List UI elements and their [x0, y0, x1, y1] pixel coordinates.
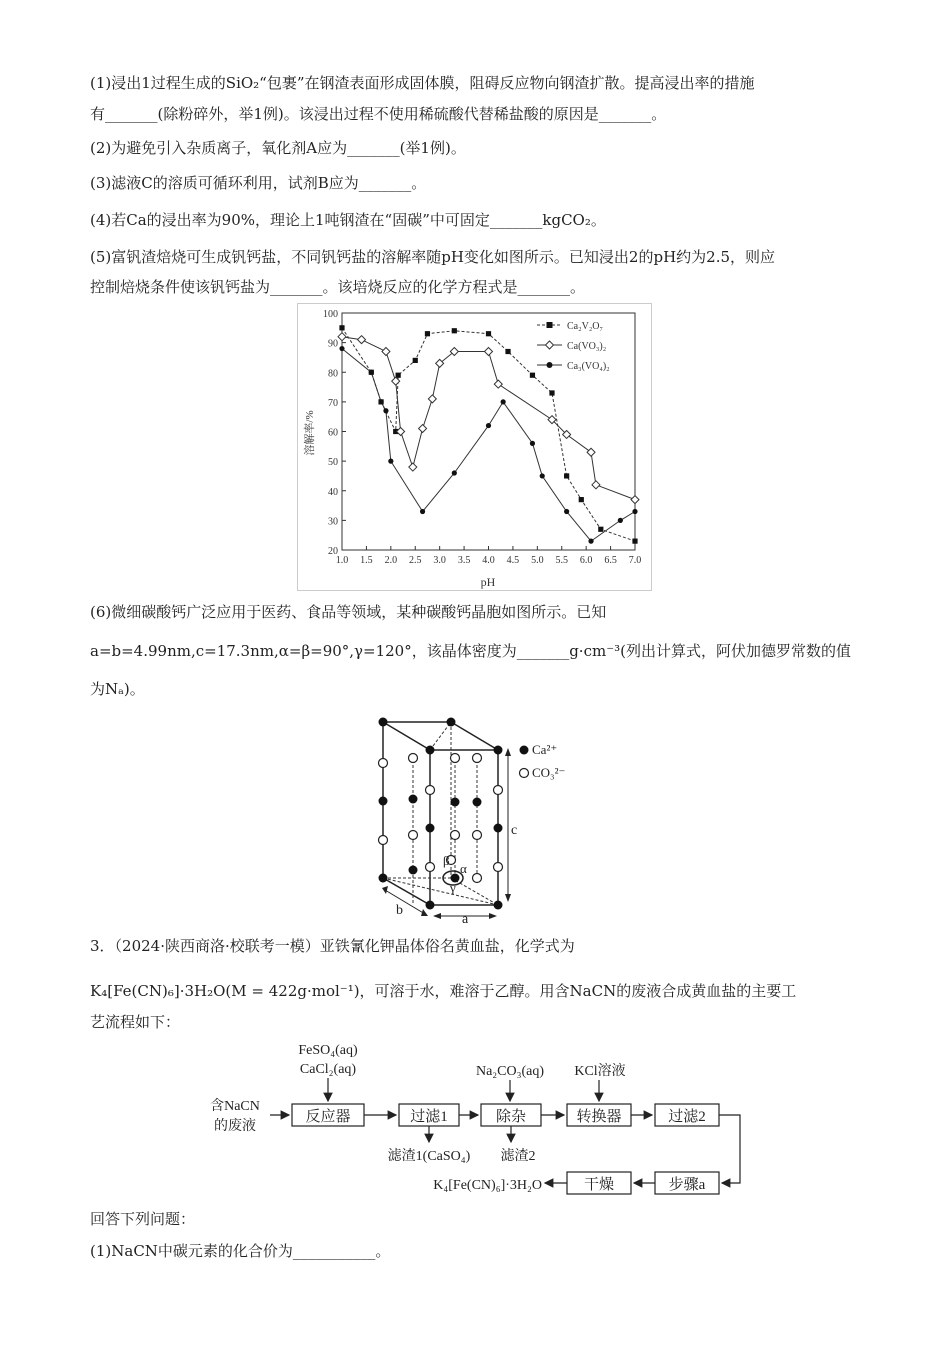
question-6-line-1: (6)微细碳酸钙广泛应用于医药、食品等领域，某种碳酸钙晶胞如图所示。已知	[90, 603, 607, 621]
series-1-point	[505, 349, 510, 354]
label-alpha: α	[460, 861, 467, 876]
question-2: (2)为避免引入杂质离子，氧化剂A应为_______(举1例)。	[90, 139, 466, 157]
legend-label-3: Ca₃(VO₄)₂	[567, 361, 610, 372]
question-1-line-2: 有_______(除粉碎外，举1例)。该浸出过程不使用稀硫酸代替稀盐酸的原因是_______。	[90, 105, 667, 123]
x-tick-label: 1.0	[335, 555, 349, 566]
y-tick-label: 100	[323, 309, 338, 320]
process-flow-diagram	[200, 1038, 760, 1198]
series-3-point	[530, 441, 535, 446]
carbonate-ion	[473, 754, 482, 763]
b-dimension-line	[385, 890, 425, 914]
label-beta: β	[443, 853, 450, 868]
y-tick-label: 90	[328, 338, 338, 350]
x-tick-label: 4.5	[506, 555, 520, 566]
series-3-point	[564, 509, 569, 514]
label-filter-2: 过滤2	[668, 1109, 706, 1125]
legend-label-2: Ca(VO₃)₂	[567, 341, 607, 352]
legend-co3-label: CO₃²⁻	[532, 765, 566, 780]
legend-ca-label: Ca²⁺	[532, 742, 558, 757]
x-tick-label: 6.5	[604, 555, 617, 566]
question-5-line-1: (5)富钒渣焙烧可生成钒钙盐，不同钒钙盐的溶解率随pH变化如图所示。已知浸出2的pH约为2.5，则应	[90, 248, 776, 266]
input-feso4: FeSO₄(aq)	[298, 1043, 358, 1058]
c-arrow-top	[505, 748, 511, 756]
carbonate-ion	[494, 786, 503, 795]
y-tick-label: 40	[328, 486, 338, 498]
series-1-point	[339, 325, 344, 330]
ca-ion	[409, 866, 418, 875]
series-1-point	[598, 527, 603, 532]
x-tick-label: 2.0	[384, 555, 398, 566]
carbonate-ion	[426, 863, 435, 872]
start-label-line-1: 含NaCN	[210, 1099, 260, 1114]
x-tick-label: 1.5	[360, 555, 373, 566]
series-1-point	[632, 539, 637, 544]
ca-ion	[494, 746, 503, 755]
label-b: b	[396, 903, 403, 918]
crystal-cell-diagram	[365, 710, 585, 925]
solubility-chart-svg	[297, 303, 652, 591]
ca-ion	[379, 874, 388, 883]
carbonate-ion	[409, 831, 418, 840]
label-gamma: γ	[450, 880, 456, 895]
arrow-filter2-stepa	[719, 1115, 740, 1183]
series-1-point	[396, 373, 401, 378]
problem-3-line-1: 3．（2024·陕西商洛·校联考一模）亚铁氰化钾晶体俗名黄血盐，化学式为	[90, 937, 575, 955]
legend-marker-1	[547, 322, 553, 328]
input-na2co3: Na₂CO₃(aq)	[475, 1064, 545, 1079]
x-tick-label: 6.0	[579, 555, 593, 566]
series-3-point	[501, 399, 506, 404]
carbonate-ion	[494, 863, 503, 872]
y-tick-label: 70	[328, 397, 338, 409]
answer-prompt: 回答下列问题：	[90, 1210, 196, 1228]
series-3-point	[339, 346, 344, 351]
question-4: (4)若Ca的浸出率为90%，理论上1吨钢渣在“固碳”中可固定_______kgCO₂。	[90, 211, 606, 229]
y-tick-label: 60	[328, 427, 338, 439]
series-1-point	[530, 373, 535, 378]
label-impurity: 除杂	[495, 1109, 527, 1125]
carbonate-ion	[379, 836, 388, 845]
series-3-point	[588, 539, 593, 544]
series-1-point	[413, 358, 418, 363]
series-3-point	[388, 459, 393, 464]
series-3-point	[452, 470, 457, 475]
start-label-line-2: 的废液	[214, 1119, 256, 1134]
a-arrow-right	[489, 913, 497, 919]
ca-ion	[473, 798, 482, 807]
question-6-line-2: a=b=4.99nm,c=17.3nm,α=β=90°,γ=120°，该晶体密度为_______g·cm⁻³(列出计算式，阿伏加德罗常数的值	[90, 642, 851, 660]
series-3-point	[618, 518, 623, 523]
ca-ion	[426, 746, 435, 755]
ca-ion	[451, 798, 460, 807]
label-step-a: 步骤a	[668, 1177, 706, 1193]
process-flow-svg	[200, 1038, 760, 1198]
crystal-cell-svg	[365, 710, 585, 925]
problem-3-line-3: 艺流程如下：	[90, 1013, 181, 1031]
x-tick-label: 7.0	[628, 555, 642, 566]
ca-ion	[426, 824, 435, 833]
ca-ion	[379, 718, 388, 727]
series-3-point	[486, 423, 491, 428]
carbonate-ion	[451, 754, 460, 763]
carbonate-ion	[409, 754, 418, 763]
legend-marker-3	[547, 362, 553, 368]
y-tick-label: 50	[328, 457, 338, 469]
legend-label-1: Ca₂V₂O₇	[567, 321, 604, 332]
series-1-point	[486, 331, 491, 336]
residue-1-label: 滤渣1(CaSO₄)	[387, 1149, 471, 1164]
carbonate-ion	[473, 831, 482, 840]
input-cacl2: CaCl₂(aq)	[299, 1062, 357, 1077]
ca-ion	[426, 901, 435, 910]
series-1-point	[452, 328, 457, 333]
legend-ca-marker	[520, 746, 529, 755]
input-kcl: KCl溶液	[574, 1064, 626, 1079]
question-3: (3)滤液C的溶质可循环利用，试剂B应为_______。	[90, 174, 427, 192]
ca-ion	[447, 718, 456, 727]
x-tick-label: 4.0	[482, 555, 495, 566]
series-3-point	[632, 509, 637, 514]
question-1-line-1: (1)浸出1过程生成的SiO₂“包裹”在钢渣表面形成固体膜，阻碍反应物向钢渣扩散。提高浸出率的措施	[90, 74, 755, 92]
y-axis-label: 溶解率/%	[304, 410, 316, 456]
residue-2-label: 滤渣2	[500, 1149, 536, 1164]
y-tick-label: 30	[328, 516, 338, 528]
x-tick-label: 5.0	[531, 555, 544, 566]
y-tick-label: 80	[328, 368, 338, 380]
carbonate-ion	[451, 831, 460, 840]
solubility-chart	[297, 303, 652, 591]
series-3-point	[378, 399, 383, 404]
problem-3-question-1: (1)NaCN中碳元素的化合价为___________。	[90, 1242, 391, 1260]
series-3-point	[420, 509, 425, 514]
series-3-point	[540, 473, 545, 478]
ca-ion	[379, 797, 388, 806]
series-1-point	[549, 390, 554, 395]
c-arrow-bottom	[505, 894, 511, 902]
b-arrow-bottom	[421, 909, 428, 916]
label-filter-1: 过滤1	[410, 1109, 448, 1125]
series-1-point	[425, 331, 430, 336]
label-c: c	[511, 823, 518, 838]
x-tick-label: 5.5	[555, 555, 568, 566]
label-converter: 转换器	[576, 1109, 622, 1125]
problem-3-line-2: K₄[Fe(CN)₆]·3H₂O(M = 422g·mol⁻¹)，可溶于水，难溶于乙醇。用含NaCN的废液合成黄血盐的主要工	[90, 982, 797, 1000]
a-arrow-left	[433, 913, 441, 919]
carbonate-ion	[426, 786, 435, 795]
series-1-point	[579, 497, 584, 502]
carbonate-ion	[379, 759, 388, 768]
x-tick-label: 3.5	[457, 555, 471, 566]
b-arrow-top	[382, 886, 388, 894]
label-a: a	[462, 912, 469, 925]
carbonate-ion	[473, 874, 482, 883]
product-label: K₄[Fe(CN)₆]·3H₂O	[433, 1178, 542, 1193]
series-3-point	[369, 370, 374, 375]
ca-ion	[409, 795, 418, 804]
x-tick-label: 2.5	[409, 555, 422, 566]
x-tick-label: 3.0	[433, 555, 446, 566]
ca-ion	[494, 824, 503, 833]
y-tick-label: 20	[328, 546, 338, 557]
x-axis-label: pH	[480, 575, 496, 589]
ca-ion	[494, 901, 503, 910]
series-1-point	[564, 473, 569, 478]
series-3-point	[383, 408, 388, 413]
question-5-line-2: 控制焙烧条件使该钒钙盐为_______。该培烧反应的化学方程式是_______。	[90, 278, 586, 296]
label-dry: 干燥	[583, 1177, 615, 1193]
label-reactor: 反应器	[305, 1109, 351, 1125]
legend-co3-marker	[520, 769, 529, 778]
question-6-line-3: 为Nₐ)。	[90, 680, 145, 698]
